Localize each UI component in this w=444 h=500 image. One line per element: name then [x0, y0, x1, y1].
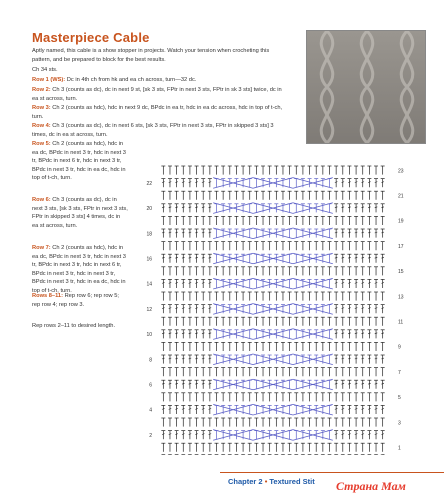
- row-number-right: 5: [398, 395, 401, 402]
- row-label: Row 2:: [32, 87, 51, 93]
- row-label: Row 6:: [32, 197, 51, 203]
- row-instruction: [32, 322, 128, 331]
- row-instruction: [32, 104, 284, 121]
- chart-row: [161, 393, 384, 402]
- row-number-right: 23: [398, 168, 404, 175]
- row-number-right: 7: [398, 369, 401, 376]
- page-title: Masterpiece Cable: [32, 30, 150, 45]
- row-text: Ch 3 (counts as dc), dc in next 3 sts, [sk 3 sts, FPtr in next 3 sts, FPtr in skipped 3 sts] 4 times, dc in ea st across, turn.: [32, 197, 128, 229]
- row-number-right: 3: [398, 420, 401, 427]
- row-number-right: 19: [398, 218, 404, 225]
- row-number-right: 17: [398, 243, 404, 250]
- chart-row: [161, 166, 384, 175]
- swatch-photo: [306, 30, 426, 144]
- chart-row: [161, 443, 384, 452]
- stitch-count: Ch 34 sts.: [32, 67, 58, 73]
- row-number-left: 22: [146, 180, 152, 187]
- chart-row: [161, 278, 384, 289]
- row-number-right: 1: [398, 445, 401, 452]
- row-text: Dc in 4th ch from hk and ea ch across, turn—32 dc.: [66, 77, 197, 83]
- row-label: Row 4:: [32, 123, 51, 129]
- stitch-chart: [138, 160, 410, 455]
- chart-row: [161, 317, 384, 326]
- row-text: Ch 2 (counts as hdc), hdc in ea dc, BPdc in next 3 tr, hdc in next 3 tr, BPdc in next 3 tr, hdc in next 6 tr, BPdc in next 3 tr, hdc in next 3 tr, BPdc in next 3 tr, hdc in ea dc, hdc in top of t-ch, turn.: [32, 245, 126, 294]
- chart-row: [161, 329, 384, 340]
- intro-paragraph: Aptly named, this cable is a show stopper in projects. Watch your tension when crocheting this pattern, and be prepared to block for the best results.: [32, 48, 270, 63]
- chart-row: [161, 203, 384, 214]
- row-text: Ch 3 (counts as dc), dc in next 9 st, [sk 3 sts, FPtr in next 3 sts, FPtr in sk 3 sts] twice, dc in ea st across, turn.: [32, 87, 282, 102]
- row-label: Row 5:: [32, 141, 51, 147]
- row-number-right: 15: [398, 269, 404, 276]
- row-label: Row 1 (WS):: [32, 77, 66, 83]
- footer-rule: [220, 472, 444, 473]
- row-number-left: 14: [146, 281, 152, 288]
- row-instruction: [32, 140, 128, 183]
- chart-row: [161, 354, 384, 365]
- row-instruction: [32, 244, 128, 296]
- row-instruction: [32, 122, 284, 139]
- chart-row: [161, 404, 384, 415]
- chart-row: [161, 242, 384, 251]
- row-label: Row 3:: [32, 105, 51, 111]
- row-number-right: 9: [398, 344, 401, 351]
- row-number-right: 11: [398, 319, 404, 326]
- row-text: Ch 2 (counts as hdc), hdc in ea dc, BPdc in next 3 tr, hdc in next 3 tr, BPdc in next 6 tr, hdc in next 3 tr, BPdc in next 3 tr, hdc in ea dc, hdc in top of t-ch, turn.: [32, 141, 126, 182]
- row-number-right: 21: [398, 193, 404, 200]
- row-number-right: 13: [398, 294, 404, 301]
- row-number-left: 10: [146, 332, 152, 339]
- row-text: Ch 2 (counts as hdc), hdc in next 9 dc, BPdc in ea tr, hdc in ea dc across, hdc in top of t-ch, turn.: [32, 105, 283, 120]
- swatch-photo-texture: [307, 31, 425, 143]
- chart-row: [161, 430, 384, 441]
- section-label: Textured Stit: [269, 477, 315, 486]
- row-text: Rep rows 2–11 to desired length.: [32, 323, 116, 329]
- chart-row: [161, 304, 384, 315]
- row-number-left: 18: [146, 231, 152, 238]
- chart-row: [161, 342, 384, 351]
- chapter-label: Chapter 2: [228, 477, 263, 486]
- chart-row: [161, 379, 384, 390]
- row-instruction: [32, 196, 128, 230]
- chart-row: [161, 292, 384, 301]
- row-number-left: 20: [146, 206, 152, 213]
- bullet-icon: •: [264, 477, 270, 486]
- row-number-left: 16: [146, 256, 152, 263]
- row-instruction: [32, 76, 284, 85]
- chart-row: [161, 228, 384, 239]
- watermark-logo: Страна Мам: [336, 479, 406, 493]
- chart-row: [161, 253, 384, 264]
- row-number-left: 6: [149, 382, 152, 389]
- chart-row: [161, 368, 384, 377]
- chart-row: [161, 216, 384, 225]
- row-instruction: [32, 86, 284, 103]
- chart-row: [161, 267, 384, 276]
- row-label: Rows 8–11:: [32, 293, 63, 299]
- chart-row: [161, 178, 384, 189]
- row-instruction: [32, 292, 128, 309]
- row-label: Row 7:: [32, 245, 51, 251]
- chart-row: [161, 418, 384, 427]
- row-number-left: 2: [149, 432, 152, 439]
- row-number-left: 12: [146, 306, 152, 313]
- row-text: Rep row 6; rep row 5; rep row 4; rep row 3.: [32, 293, 119, 308]
- footer-chapter: [228, 477, 315, 486]
- chart-row: [161, 191, 384, 200]
- row-number-left: 4: [149, 407, 152, 414]
- row-number-left: 8: [149, 357, 152, 364]
- row-text: Ch 3 (counts as dc), dc in next 6 sts, [sk 3 sts, FPtr in next 3 sts, FPtr in skipped 3 sts] 3 times, dc in ea st across, turn.: [32, 123, 274, 138]
